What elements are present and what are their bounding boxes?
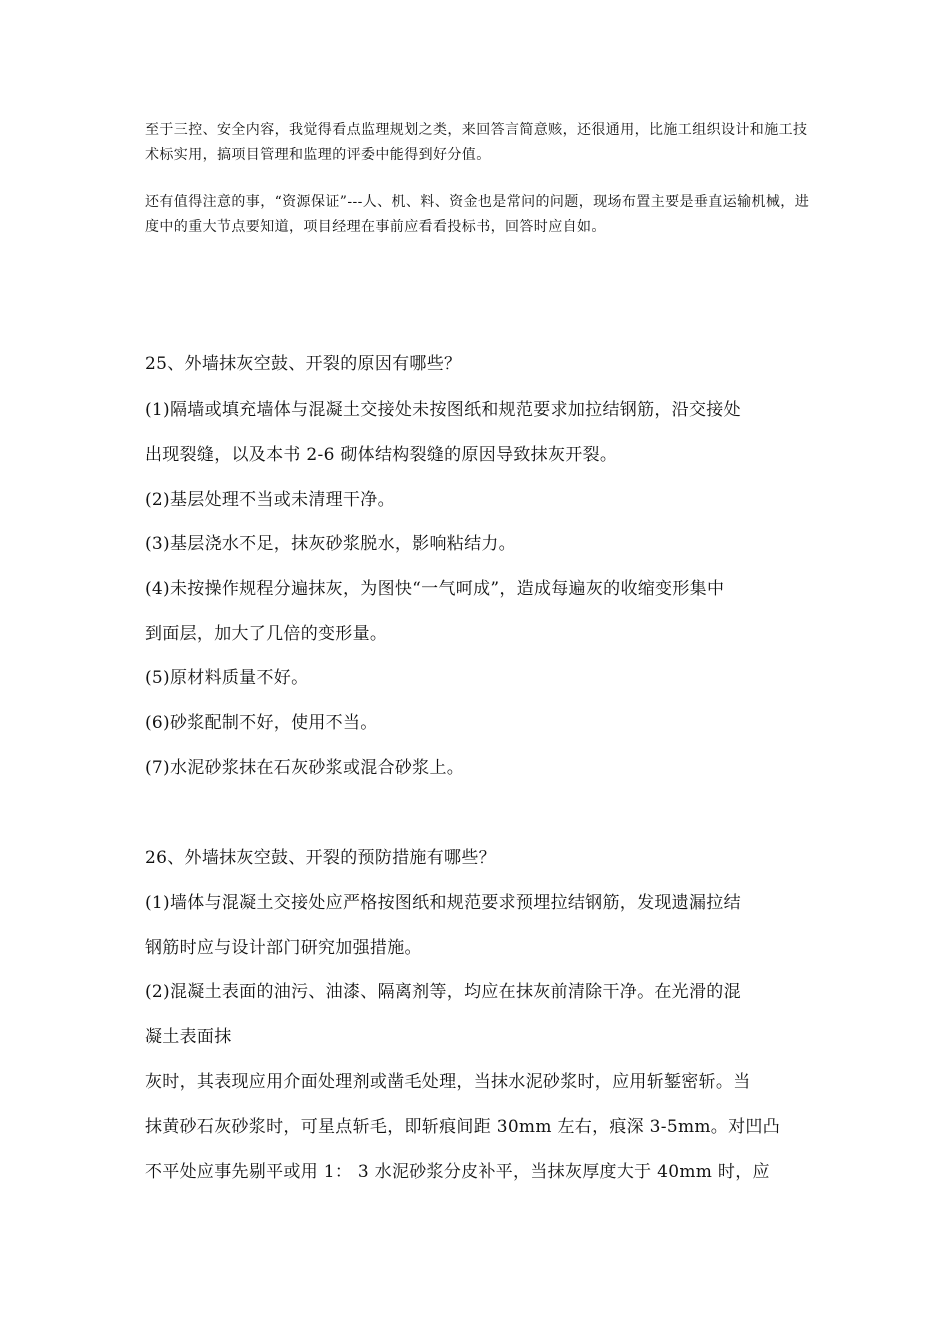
paragraph-line: (6)砂浆配制不好，使用不当。 xyxy=(145,713,378,733)
intro-paragraph-1: 至于三控、安全内容，我觉得看点监理规划之类，来回答言简意赅，还很通用，比施工组织设计和施工技术标实用，搞项目管理和监理的评委中能得到好分值。 xyxy=(145,122,808,163)
paragraph-line: 到面层，加大了几倍的变形量。 xyxy=(145,624,388,644)
question-26-title: 26、外墙抹灰空鼓、开裂的预防措施有哪些？ xyxy=(145,848,496,868)
paragraph-line: (2)混凝土表面的油污、油漆、隔离剂等，均应在抹灰前清除干净。在光滑的混 xyxy=(145,982,741,1002)
intro-paragraph-2: 还有值得注意的事，“资源保证”---人、机、料、资金也是常问的问题，现场布置主要是垂直运输机械，进度中的重大节点要知道，项目经理在事前应看看投标书，回答时应自如。 xyxy=(145,194,810,235)
paragraph-line: (7)水泥砂浆抹在石灰砂浆或混合砂浆上。 xyxy=(145,758,465,778)
paragraph-line: (4)未按操作规程分遍抹灰，为图快“一气呵成”，造成每遍灰的收缩变形集中 xyxy=(145,579,725,599)
question-25-title: 25、外墙抹灰空鼓、开裂的原因有哪些？ xyxy=(145,354,462,374)
paragraph-line: (1)隔墙或填充墙体与混凝土交接处未按图纸和规范要求加拉结钢筋，沿交接处 xyxy=(145,400,741,420)
paragraph-line: 钢筋时应与设计部门研究加强措施。 xyxy=(145,938,422,958)
paragraph-line: 抹黄砂石灰砂浆时，可星点斩毛，即斩痕间距 30mm 左右，痕深 3-5mm。对凹凸 xyxy=(145,1117,780,1137)
paragraph-line: (3)基层浇水不足，抹灰砂浆脱水，影响粘结力。 xyxy=(145,534,516,554)
paragraph-line: (2)基层处理不当或未清理干净。 xyxy=(145,490,395,510)
paragraph-line: 灰时，其表现应用介面处理剂或凿毛处理，当抹水泥砂浆时，应用斩錾密斩。当 xyxy=(145,1072,751,1092)
paragraph-line: (1)墙体与混凝土交接处应严格按图纸和规范要求预埋拉结钢筋，发现遗漏拉结 xyxy=(145,893,741,913)
paragraph-line: 出现裂缝，以及本书 2-6 砌体结构裂缝的原因导致抹灰开裂。 xyxy=(145,445,618,465)
paragraph-line: 不平处应事先剔平或用 1： 3 水泥砂浆分皮补平，当抹灰厚度大于 40mm 时，应 xyxy=(145,1162,770,1182)
paragraph-line: 凝土表面抹 xyxy=(145,1027,232,1047)
paragraph-line: (5)原材料质量不好。 xyxy=(145,668,309,688)
